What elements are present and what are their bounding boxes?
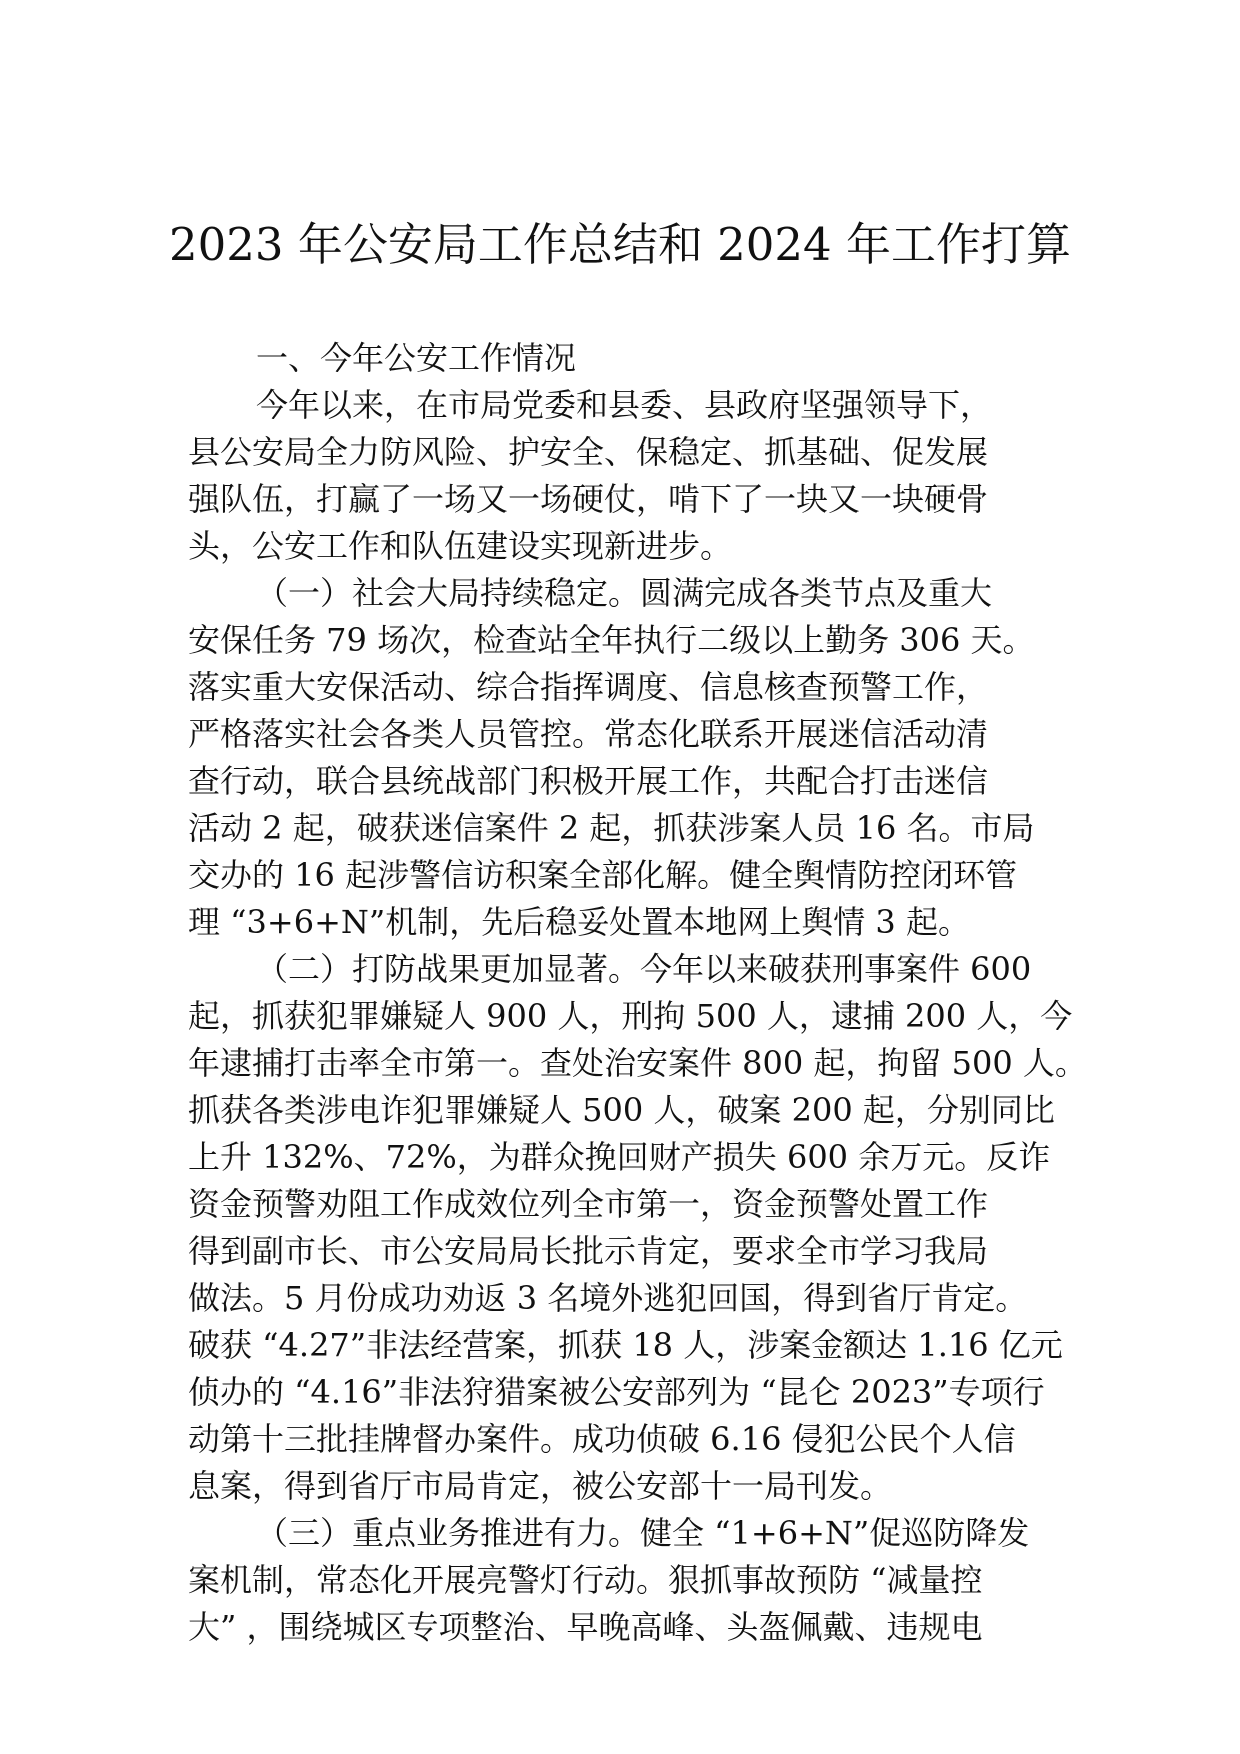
text-line: 年逮捕打击率全市第一。查处治安案件 800 起，拘留 500 人。	[188, 1044, 1087, 1082]
text-line: 得到副市长、市公安局局长批示肯定，要求全市学习我局	[188, 1232, 989, 1270]
text-line: 起，抓获犯罪嫌疑人 900 人，刑拘 500 人，逮捕 200 人，今	[188, 997, 1073, 1035]
text-line: 理 “3+6+N”机制，先后稳妥处置本地网上舆情 3 起。	[188, 903, 970, 941]
text-line: （二）打防战果更加显著。今年以来破获刑事案件 600	[256, 950, 1032, 988]
text-line: 破获 “4.27”非法经营案，抓获 18 人，涉案金额达 1.16 亿元	[188, 1326, 1063, 1364]
text-line: 抓获各类涉电诈犯罪嫌疑人 500 人，破案 200 起，分别同比	[188, 1091, 1055, 1129]
text-line: 息案，得到省厅市局肯定，被公安部十一局刊发。	[188, 1467, 893, 1505]
text-line: 做法。5 月份成功劝返 3 名境外逃犯回国，得到省厅肯定。	[188, 1279, 1028, 1317]
text-line: 一、今年公安工作情况	[256, 339, 577, 377]
text-line: 强队伍，打赢了一场又一场硬仗，啃下了一块又一块硬骨	[188, 480, 989, 518]
document-title: 2023 年公安局工作总结和 2024 年工作打算	[169, 218, 1071, 271]
text-line: 落实重大安保活动、综合指挥调度、信息核查预警工作，	[188, 668, 989, 706]
text-line: 头，公安工作和队伍建设实现新进步。	[188, 527, 733, 565]
text-line: 安保任务 79 场次，检查站全年执行二级以上勤务 306 天。	[188, 621, 1035, 659]
text-line: 今年以来，在市局党委和县委、县政府坚强领导下，	[256, 386, 993, 424]
text-line: 查行动，联合县统战部门积极开展工作，共配合打击迷信	[188, 762, 989, 800]
text-line: 动第十三批挂牌督办案件。成功侦破 6.16 侵犯公民个人信	[188, 1420, 1016, 1458]
text-line: 案机制，常态化开展亮警灯行动。狠抓事故预防 “减量控	[188, 1561, 983, 1599]
text-line: 交办的 16 起涉警信访积案全部化解。健全舆情防控闭环管	[188, 856, 1018, 894]
text-line: 上升 132%、72%，为群众挽回财产损失 600 余万元。反诈	[188, 1138, 1051, 1176]
document-body	[188, 335, 1087, 1651]
text-line: 县公安局全力防风险、护安全、保稳定、抓基础、促发展	[188, 433, 989, 471]
text-line: 资金预警劝阻工作成效位列全市第一，资金预警处置工作	[188, 1185, 989, 1223]
text-line: 大” ，围绕城区专项整治、早晚高峰、头盔佩戴、违规电	[188, 1608, 983, 1646]
text-line: （三）重点业务推进有力。健全 “1+6+N”促巡防降发	[256, 1514, 1030, 1552]
text-line: （一）社会大局持续稳定。圆满完成各类节点及重大	[256, 574, 993, 612]
text-line: 严格落实社会各类人员管控。常态化联系开展迷信活动清	[188, 715, 989, 753]
text-line: 侦办的 “4.16”非法狩猎案被公安部列为 “昆仑 2023”专项行	[188, 1373, 1045, 1411]
text-line: 活动 2 起，破获迷信案件 2 起，抓获涉案人员 16 名。市局	[188, 809, 1035, 847]
